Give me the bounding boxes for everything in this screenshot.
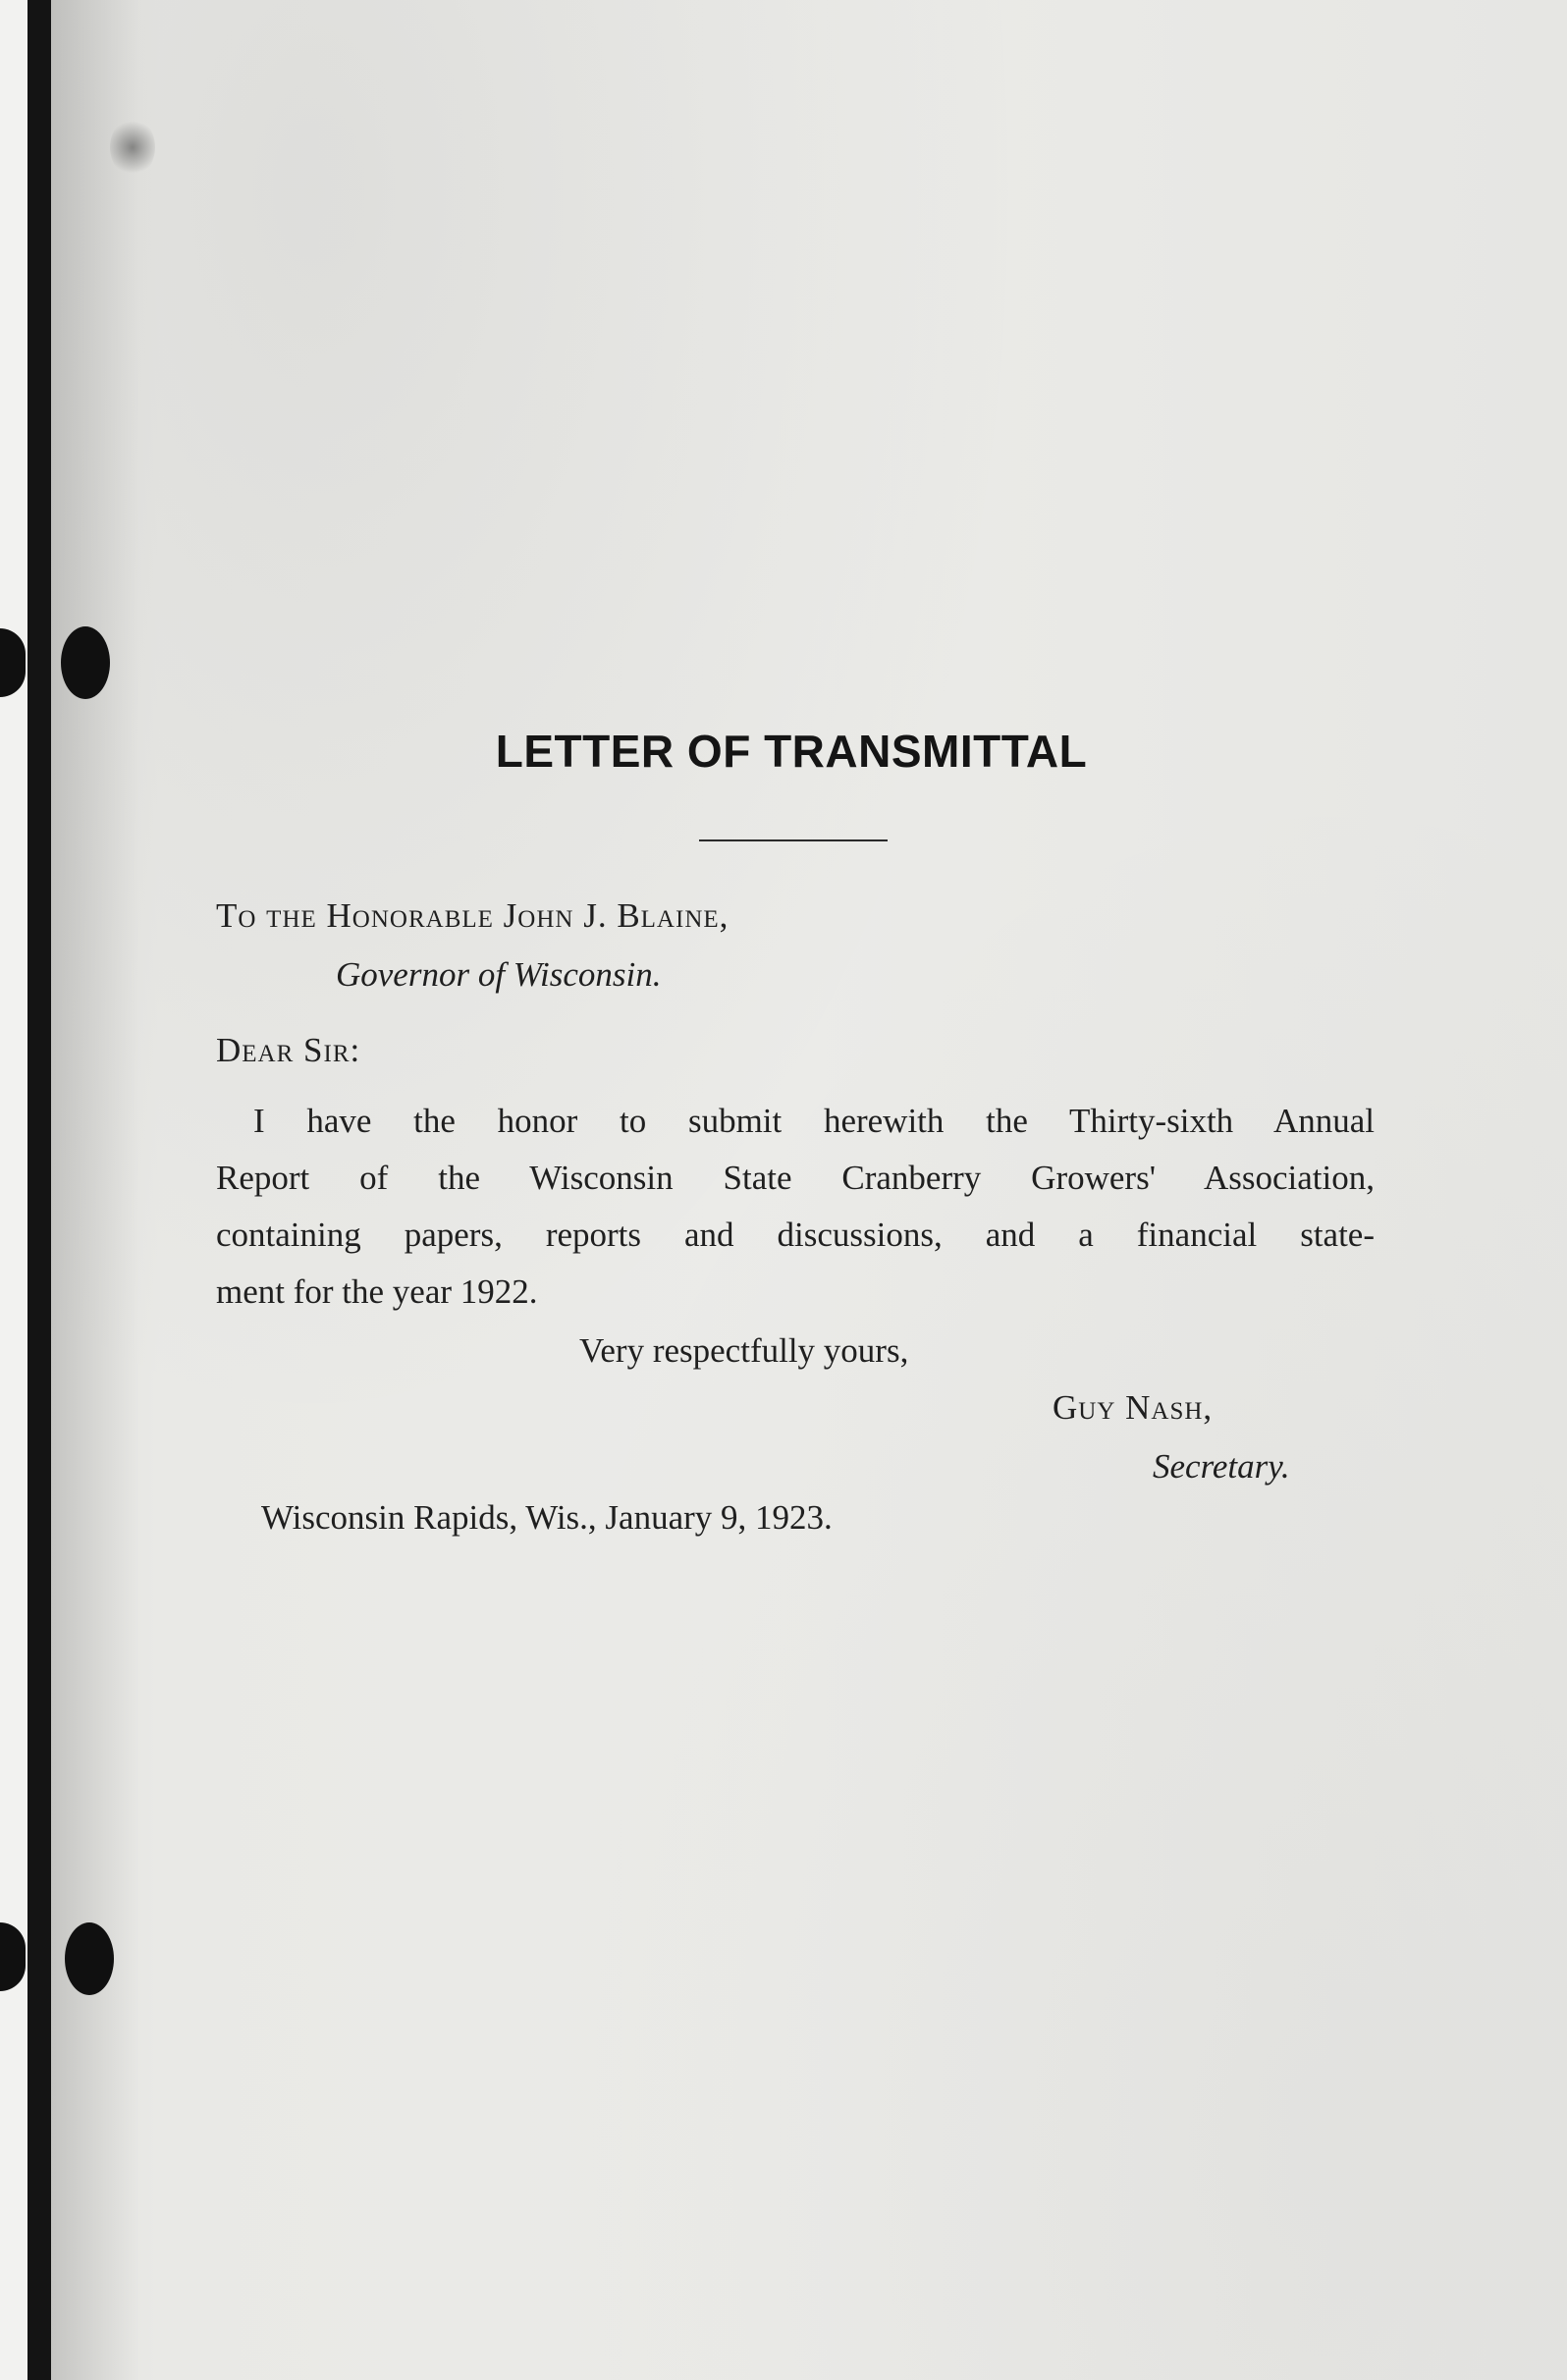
binding-edge <box>27 0 51 2380</box>
body-line-1: I have the honor to submit herewith the Thirty-sixth Annual <box>253 1102 1375 1140</box>
body-line-2: Report of the Wisconsin State Cranberry Growers' Association, <box>216 1159 1375 1197</box>
closing-line: Very respectfully yours, <box>579 1331 909 1370</box>
place-date-line: Wisconsin Rapids, Wis., January 9, 1923. <box>261 1498 833 1537</box>
binding-shadow <box>51 0 139 2380</box>
addressee-office: Governor of Wisconsin. <box>336 955 662 994</box>
title-divider <box>699 839 888 841</box>
page-title: LETTER OF TRANSMITTAL <box>495 726 1088 777</box>
body-line-3: containing papers, reports and discussions, and a financial state- <box>216 1216 1375 1254</box>
signature-title: Secretary. <box>1153 1447 1290 1486</box>
punch-hole-top <box>61 626 110 699</box>
signature-name: Guy Nash, <box>1053 1388 1214 1427</box>
ink-smudge <box>110 118 155 177</box>
body-line-4: ment for the year 1922. <box>216 1272 538 1311</box>
greeting-line: Dear Sir: <box>216 1031 361 1069</box>
addressee-line: To the Honorable John J. Blaine, <box>216 896 729 935</box>
page-margin-strip <box>0 0 27 2380</box>
punch-hole-bottom <box>65 1922 114 1995</box>
